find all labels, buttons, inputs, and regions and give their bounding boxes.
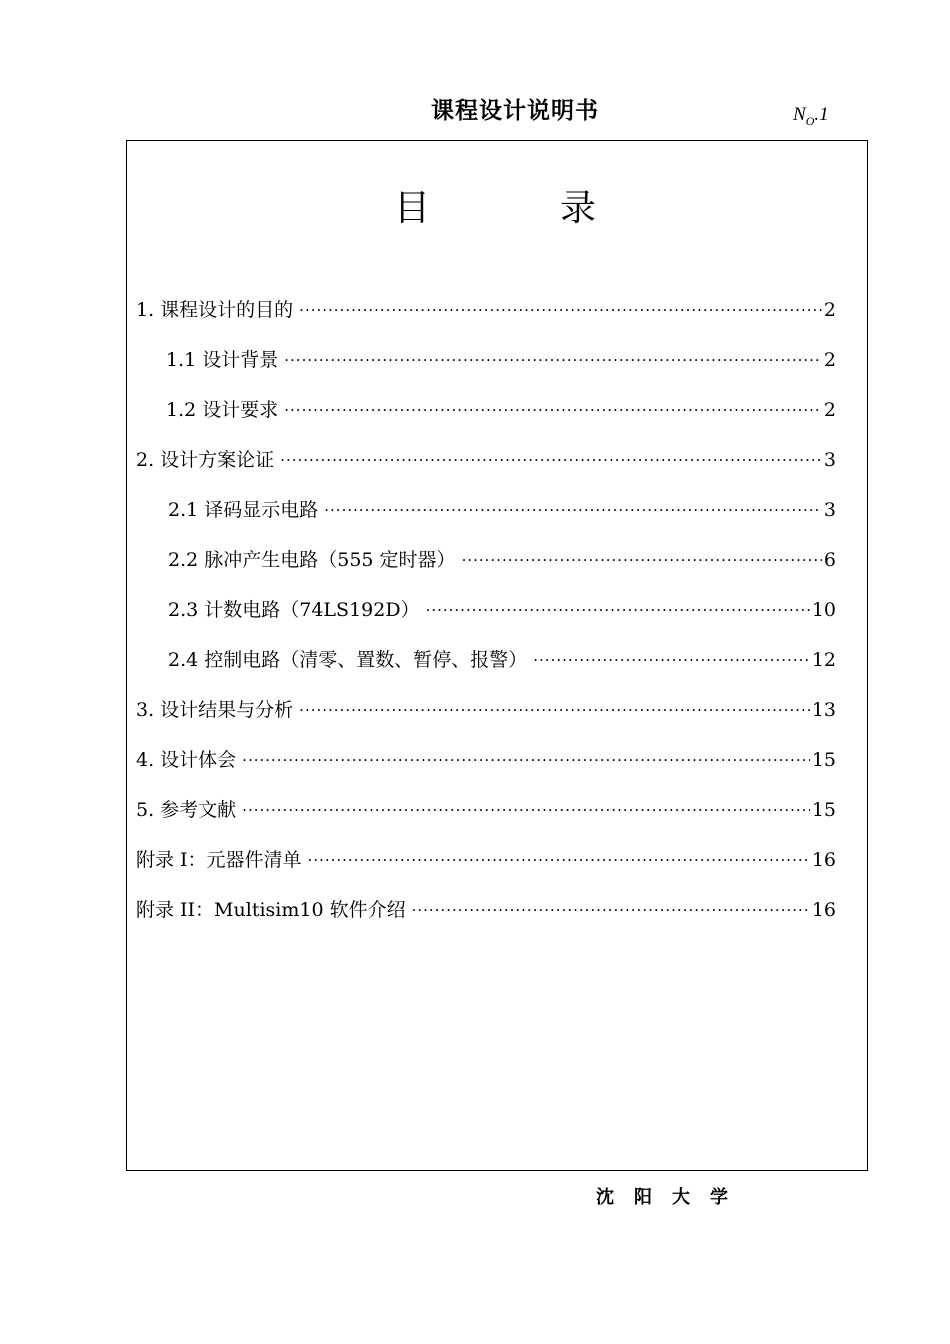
toc-entry-page: 2 <box>823 399 836 421</box>
page-number-sub: O <box>805 113 815 128</box>
university-name: 沈阳大学 <box>596 1187 748 1208</box>
page-number-suffix: .1 <box>814 104 829 125</box>
toc-entry[interactable] <box>136 740 836 790</box>
toc-entry-label: 附录 II：Multisim10 软件介绍 <box>136 899 406 921</box>
toc-entry[interactable] <box>136 290 836 340</box>
toc-leader-dots <box>284 390 822 430</box>
toc-leader-dots <box>412 890 810 930</box>
toc-entry-page: 16 <box>811 899 836 921</box>
toc-entry[interactable] <box>136 890 836 940</box>
toc-leader-dots <box>462 540 822 580</box>
toc-leader-dots <box>299 290 822 330</box>
toc-entry[interactable] <box>136 840 836 890</box>
toc-leader-dots <box>324 490 822 530</box>
toc-entry-label: 2. 设计方案论证 <box>136 449 275 471</box>
toc-entry[interactable] <box>136 690 836 740</box>
toc-entry-label: 2.2 脉冲产生电路（555 定时器） <box>168 549 456 571</box>
toc-entry-page: 13 <box>811 699 836 721</box>
page-number-prefix: N <box>793 104 806 125</box>
toc-entry-label: 2.3 计数电路（74LS192D） <box>168 599 420 621</box>
toc-leader-dots <box>280 440 822 480</box>
toc-heading <box>0 180 950 231</box>
toc-entry-page: 10 <box>811 599 836 621</box>
toc-entry[interactable] <box>136 640 836 690</box>
toc-heading-right: 录 <box>560 188 597 229</box>
toc-entry-label: 5. 参考文献 <box>136 799 237 821</box>
toc-entry-page: 15 <box>811 749 836 771</box>
toc-entry[interactable] <box>136 390 836 440</box>
toc-leader-dots <box>242 740 810 780</box>
toc-entry-label: 2.4 控制电路（清零、置数、暂停、报警） <box>168 649 528 671</box>
toc-entry-label: 1. 课程设计的目的 <box>136 299 294 321</box>
toc-entry-page: 3 <box>823 499 836 521</box>
toc-entry-label: 1.1 设计背景 <box>166 349 279 371</box>
toc-entry[interactable] <box>136 490 836 540</box>
toc-leader-dots <box>308 840 810 880</box>
toc-entry-page: 2 <box>823 299 836 321</box>
toc-leader-dots <box>426 590 810 630</box>
toc-entry[interactable] <box>136 540 836 590</box>
toc-leader-dots <box>533 640 810 680</box>
toc-entry-label: 4. 设计体会 <box>136 749 237 771</box>
toc-entry-page: 15 <box>811 799 836 821</box>
toc-entry-page: 12 <box>811 649 836 671</box>
toc-entry[interactable] <box>136 340 836 390</box>
toc-entry[interactable] <box>136 440 836 490</box>
toc-entry-page: 2 <box>823 349 836 371</box>
toc-entry-label: 3. 设计结果与分析 <box>136 699 294 721</box>
toc-entry-label: 2.1 译码显示电路 <box>168 499 319 521</box>
toc-leader-dots <box>299 690 810 730</box>
toc-entry-label: 1.2 设计要求 <box>166 399 279 421</box>
page-number <box>793 104 829 129</box>
toc-entry-page: 3 <box>823 449 836 471</box>
toc-entry-page: 6 <box>823 549 836 571</box>
toc-entry-page: 16 <box>811 849 836 871</box>
document-title: 课程设计说明书 <box>431 98 599 124</box>
toc-entry[interactable] <box>136 790 836 840</box>
toc-leader-dots <box>284 340 822 380</box>
toc-leader-dots <box>242 790 810 830</box>
toc-list <box>136 290 836 940</box>
toc-entry-label: 附录 I：元器件清单 <box>136 849 302 871</box>
toc-heading-left: 目 <box>393 188 430 229</box>
toc-entry[interactable] <box>136 590 836 640</box>
